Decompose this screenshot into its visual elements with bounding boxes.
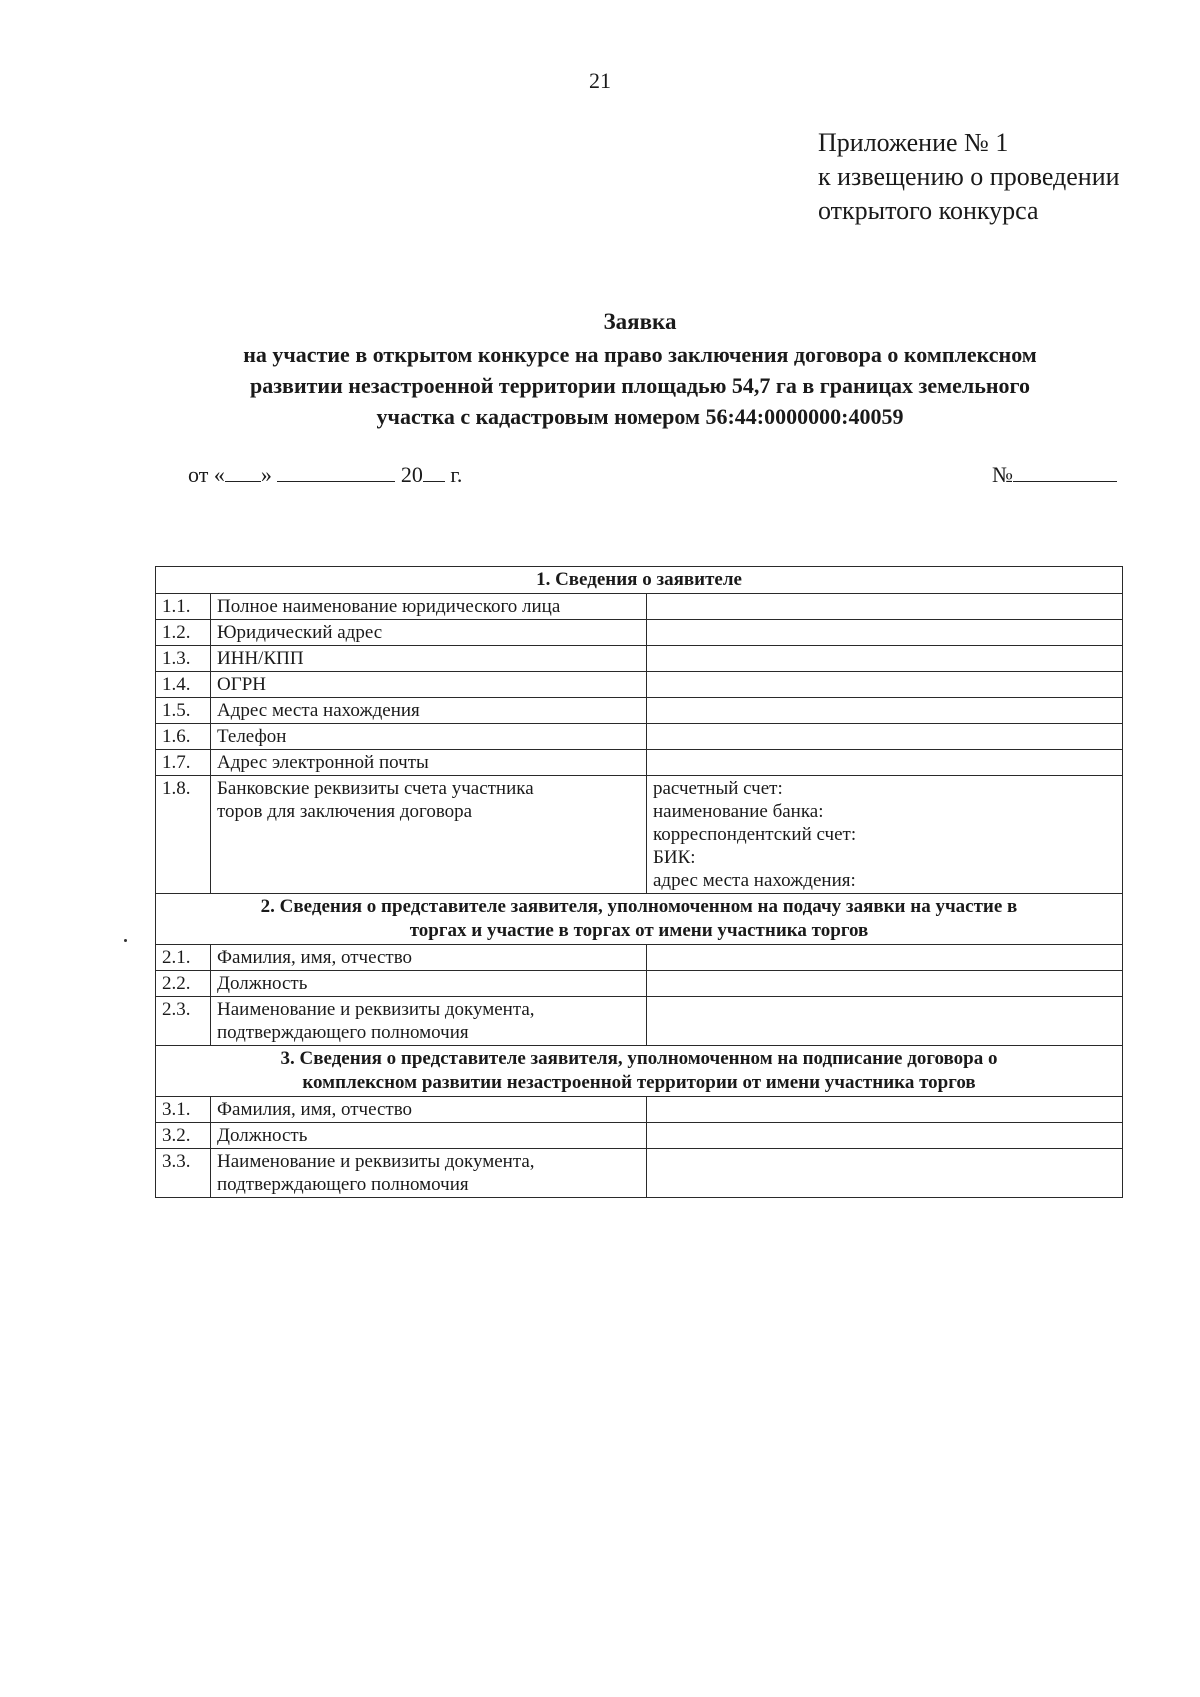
table-row <box>156 672 1123 698</box>
date-prefix: от « <box>188 462 225 487</box>
row-number: 1.5. <box>156 698 211 724</box>
section-2-header-line-2: торгах и участие в торгах от имени участника торгов <box>409 920 869 941</box>
row-label-line-1: Наименование и реквизиты документа, <box>217 1151 535 1172</box>
value-cell[interactable] <box>647 620 1123 646</box>
title-line-2: на участие в открытом конкурсе на право заключения договора о комплексном <box>243 342 1037 367</box>
section-1-header-row <box>156 567 1123 594</box>
month-blank[interactable] <box>277 463 395 482</box>
bank-field-bank-name: наименование банка: <box>653 801 824 822</box>
row-label: Юридический адрес <box>211 620 647 646</box>
row-number: 3.3. <box>156 1149 211 1198</box>
appendix-line-3: открытого конкурса <box>818 196 1039 225</box>
row-number: 2.1. <box>156 945 211 971</box>
bank-field-address: адрес места нахождения: <box>653 870 856 891</box>
value-cell[interactable] <box>647 698 1123 724</box>
table-row <box>156 945 1123 971</box>
value-cell[interactable] <box>647 1097 1123 1123</box>
row-label: Полное наименование юридического лица <box>211 594 647 620</box>
table-row <box>156 971 1123 997</box>
section-3-header-line-1: 3. Сведения о представителе заявителя, уполномоченном на подписание договора о <box>280 1048 998 1069</box>
section-3-header-line-2: комплексном развитии незастроенной территории от имени участника торгов <box>302 1072 976 1093</box>
day-blank[interactable] <box>225 463 261 482</box>
date-suffix: г. <box>450 462 463 487</box>
row-label: Должность <box>211 1123 647 1149</box>
table-row <box>156 594 1123 620</box>
bank-field-corr-account: корреспондентский счет: <box>653 824 857 845</box>
number-line <box>992 462 1117 488</box>
row-number: 1.1. <box>156 594 211 620</box>
row-number: 1.4. <box>156 672 211 698</box>
bank-label-line-1: Банковские реквизиты счета участника <box>217 778 534 799</box>
row-number: 2.2. <box>156 971 211 997</box>
value-cell[interactable] <box>647 672 1123 698</box>
value-cell[interactable] <box>647 724 1123 750</box>
row-label-line-1: Наименование и реквизиты документа, <box>217 999 535 1020</box>
table-row <box>156 1149 1123 1198</box>
row-number: 1.6. <box>156 724 211 750</box>
table-row <box>156 698 1123 724</box>
date-mid: » <box>260 462 272 487</box>
bank-details-cell[interactable] <box>647 776 1123 894</box>
row-label: Должность <box>211 971 647 997</box>
row-number: 1.7. <box>156 750 211 776</box>
bank-field-bik: БИК: <box>653 847 696 868</box>
appendix-line-2: к извещению о проведении <box>818 162 1120 191</box>
table-row <box>156 646 1123 672</box>
table-row <box>156 1123 1123 1149</box>
section-3-header-row <box>156 1046 1123 1097</box>
section-2-header <box>156 894 1123 945</box>
value-cell[interactable] <box>647 594 1123 620</box>
year-prefix: 20 <box>400 462 423 487</box>
section-3-header <box>156 1046 1123 1097</box>
appendix-line-1: Приложение № 1 <box>818 128 1009 157</box>
row-label: Фамилия, имя, отчество <box>211 945 647 971</box>
title-line-1: Заявка <box>603 309 677 334</box>
scan-mark <box>124 939 127 942</box>
document-title <box>150 306 1130 432</box>
row-label: Адрес электронной почты <box>211 750 647 776</box>
number-label: № <box>992 462 1013 487</box>
value-cell[interactable] <box>647 1123 1123 1149</box>
row-label <box>211 1149 647 1198</box>
year-blank[interactable] <box>423 463 445 482</box>
row-number: 1.3. <box>156 646 211 672</box>
value-cell[interactable] <box>647 997 1123 1046</box>
row-label <box>211 997 647 1046</box>
row-label: Фамилия, имя, отчество <box>211 1097 647 1123</box>
row-number: 3.1. <box>156 1097 211 1123</box>
title-line-3: развитии незастроенной территории площадью 54,7 га в границах земельного <box>249 373 1030 398</box>
value-cell[interactable] <box>647 971 1123 997</box>
applicant-form-table <box>155 566 1123 1198</box>
value-cell[interactable] <box>647 750 1123 776</box>
row-label: Адрес места нахождения <box>211 698 647 724</box>
row-number: 1.8. <box>156 776 211 894</box>
bank-details-row <box>156 776 1123 894</box>
section-1-header: 1. Сведения о заявителе <box>156 567 1123 594</box>
row-label: ОГРН <box>211 672 647 698</box>
value-cell[interactable] <box>647 945 1123 971</box>
row-label-line-2: подтверждающего полномочия <box>217 1174 469 1195</box>
row-label <box>211 776 647 894</box>
page-number: 21 <box>589 68 611 93</box>
row-number: 2.3. <box>156 997 211 1046</box>
row-label-line-2: подтверждающего полномочия <box>217 1022 469 1043</box>
row-label: ИНН/КПП <box>211 646 647 672</box>
table-row <box>156 620 1123 646</box>
value-cell[interactable] <box>647 646 1123 672</box>
date-line <box>188 462 462 488</box>
value-cell[interactable] <box>647 1149 1123 1198</box>
row-number: 3.2. <box>156 1123 211 1149</box>
title-line-4: участка с кадастровым номером 56:44:0000000:40059 <box>376 404 904 429</box>
section-2-header-row <box>156 894 1123 945</box>
bank-label-line-2: торов для заключения договора <box>217 801 473 822</box>
row-label: Телефон <box>211 724 647 750</box>
row-number: 1.2. <box>156 620 211 646</box>
table-row <box>156 997 1123 1046</box>
table-row <box>156 1097 1123 1123</box>
table-row <box>156 750 1123 776</box>
appendix-reference <box>818 126 1120 228</box>
number-blank[interactable] <box>1013 463 1117 482</box>
section-2-header-line-1: 2. Сведения о представителе заявителя, уполномоченном на подачу заявки на участие в <box>260 896 1018 917</box>
table-row <box>156 724 1123 750</box>
bank-field-account: расчетный счет: <box>653 778 783 799</box>
